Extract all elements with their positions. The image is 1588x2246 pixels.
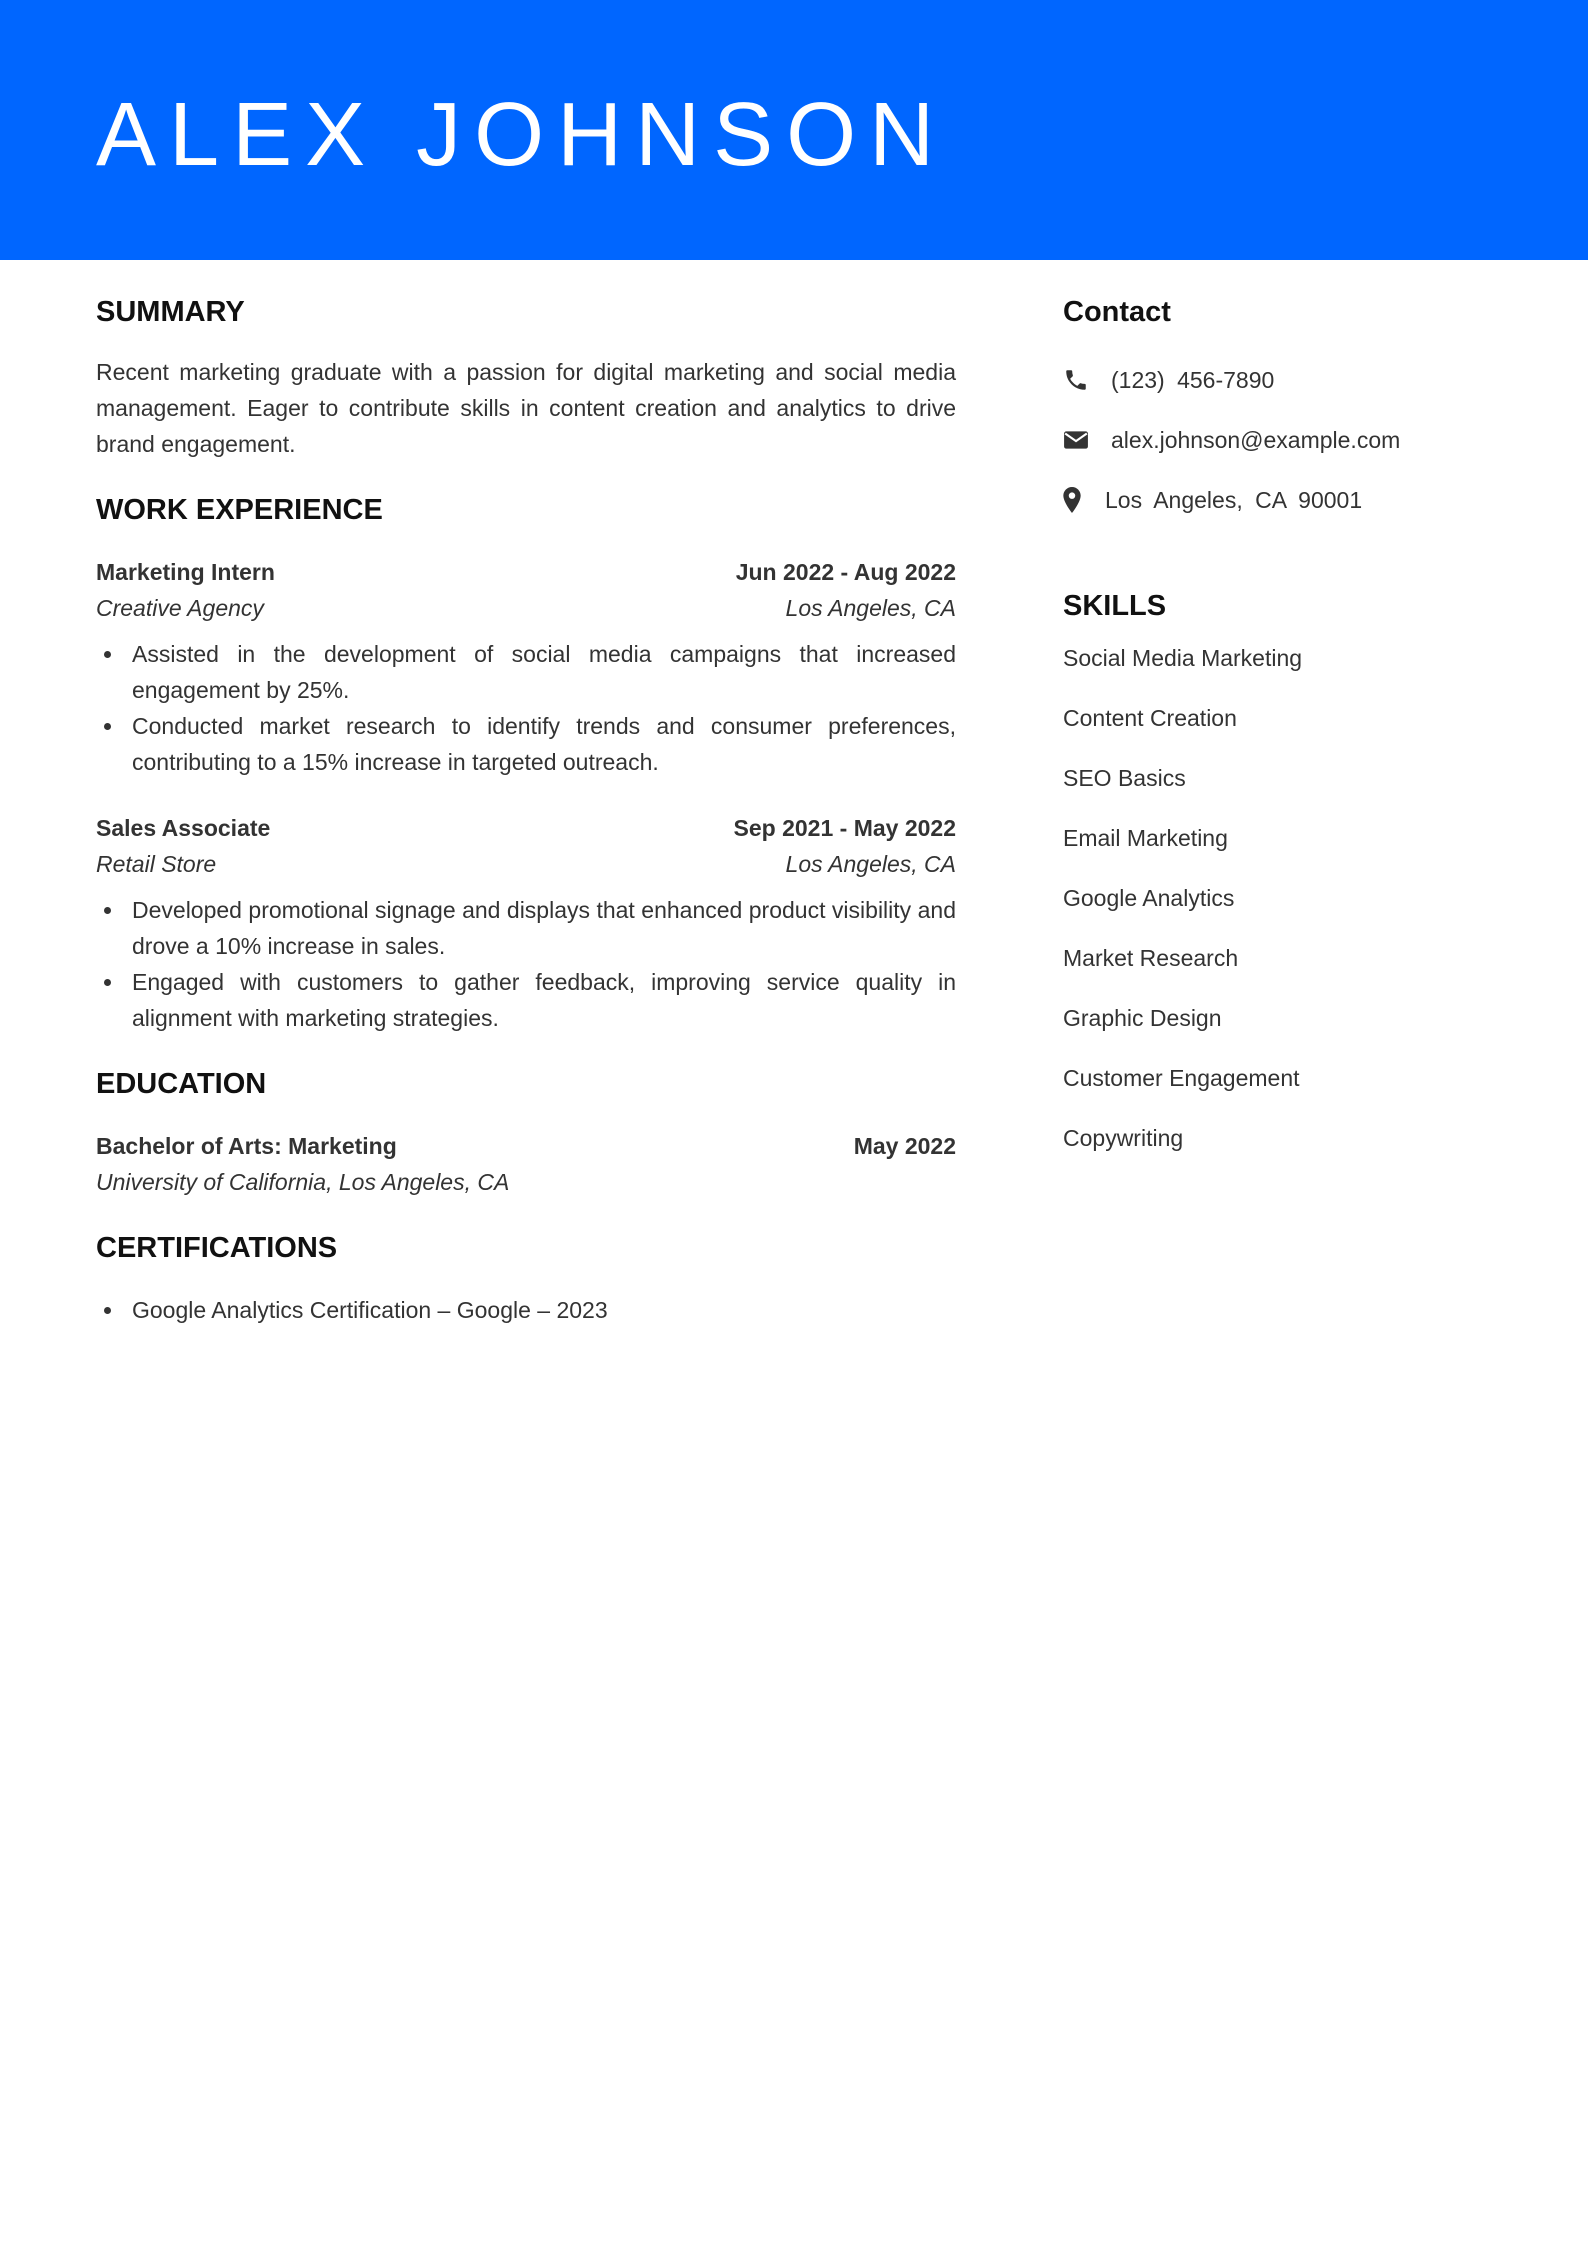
education-section bbox=[96, 1062, 956, 1200]
skill-item: Content Creation bbox=[1063, 705, 1237, 731]
phone-icon bbox=[1063, 365, 1093, 395]
candidate-name: ALEX JOHNSON bbox=[96, 85, 948, 185]
skill-item: Customer Engagement bbox=[1063, 1065, 1300, 1091]
job-entry bbox=[96, 810, 956, 1036]
job-company: Creative Agency bbox=[96, 595, 264, 621]
map-pin-icon bbox=[1063, 485, 1087, 515]
school: University of California, Los Angeles, CA bbox=[96, 1169, 510, 1195]
job-bullet: Conducted market research to identify trends and consumer preferences, contributing to a 15% increase in targeted outreach. bbox=[96, 708, 956, 780]
job-location: Los Angeles, CA bbox=[785, 851, 956, 877]
job-company: Retail Store bbox=[96, 851, 217, 877]
work-experience-heading: WORK EXPERIENCE bbox=[96, 494, 383, 526]
contact-heading: Contact bbox=[1063, 296, 1171, 328]
email-address[interactable]: alex.johnson@example.com bbox=[1111, 427, 1401, 453]
job-bullet: Engaged with customers to gather feedback, improving service quality in alignment with marketing strategies. bbox=[96, 964, 956, 1036]
skill-item: Graphic Design bbox=[1063, 1005, 1222, 1031]
certifications-section bbox=[96, 1226, 956, 1328]
header-banner bbox=[0, 0, 1588, 260]
envelope-icon bbox=[1063, 425, 1093, 455]
job-role: Marketing Intern bbox=[96, 559, 275, 585]
work-experience-section bbox=[96, 488, 956, 1036]
education-heading: EDUCATION bbox=[96, 1068, 267, 1100]
address: Los Angeles, CA 90001 bbox=[1105, 487, 1363, 513]
certification-list bbox=[96, 1292, 956, 1328]
skill-item: Google Analytics bbox=[1063, 885, 1235, 911]
summary-heading: SUMMARY bbox=[96, 296, 245, 328]
job-bullet: Developed promotional signage and displays that enhanced product visibility and drove a 10% increase in sales. bbox=[96, 892, 956, 964]
skill-item: SEO Basics bbox=[1063, 765, 1186, 791]
job-location: Los Angeles, CA bbox=[785, 595, 956, 621]
graduation-date: May 2022 bbox=[853, 1133, 956, 1159]
skills-list bbox=[1063, 640, 1523, 1180]
job-entry bbox=[96, 554, 956, 780]
certification-item: Google Analytics Certification – Google – 2023 bbox=[96, 1292, 956, 1328]
degree: Bachelor of Arts: Marketing bbox=[96, 1133, 397, 1159]
job-role: Sales Associate bbox=[96, 815, 271, 841]
summary-section bbox=[96, 290, 956, 462]
contact-list bbox=[1063, 350, 1523, 530]
job-dates: Sep 2021 - May 2022 bbox=[733, 815, 956, 841]
main-column bbox=[96, 290, 956, 1328]
skill-item: Market Research bbox=[1063, 945, 1239, 971]
skill-item: Social Media Marketing bbox=[1063, 645, 1303, 671]
certifications-heading: CERTIFICATIONS bbox=[96, 1232, 338, 1264]
skill-item: Email Marketing bbox=[1063, 825, 1228, 851]
skills-heading: SKILLS bbox=[1063, 590, 1167, 622]
phone-number[interactable]: (123) 456-7890 bbox=[1111, 367, 1275, 393]
contact-email bbox=[1063, 410, 1523, 470]
job-bullets bbox=[96, 892, 956, 1036]
contact-phone bbox=[1063, 350, 1523, 410]
job-dates: Jun 2022 - Aug 2022 bbox=[735, 559, 956, 585]
contact-address bbox=[1063, 470, 1523, 530]
side-column bbox=[1063, 290, 1523, 1180]
skill-item: Copywriting bbox=[1063, 1125, 1184, 1151]
job-bullets bbox=[96, 636, 956, 780]
job-bullet: Assisted in the development of social media campaigns that increased engagement by 25%. bbox=[96, 636, 956, 708]
summary-text: Recent marketing graduate with a passion for digital marketing and social media management. Eager to contribute skills in content creation and analytics to drive brand engagement. bbox=[96, 359, 956, 457]
